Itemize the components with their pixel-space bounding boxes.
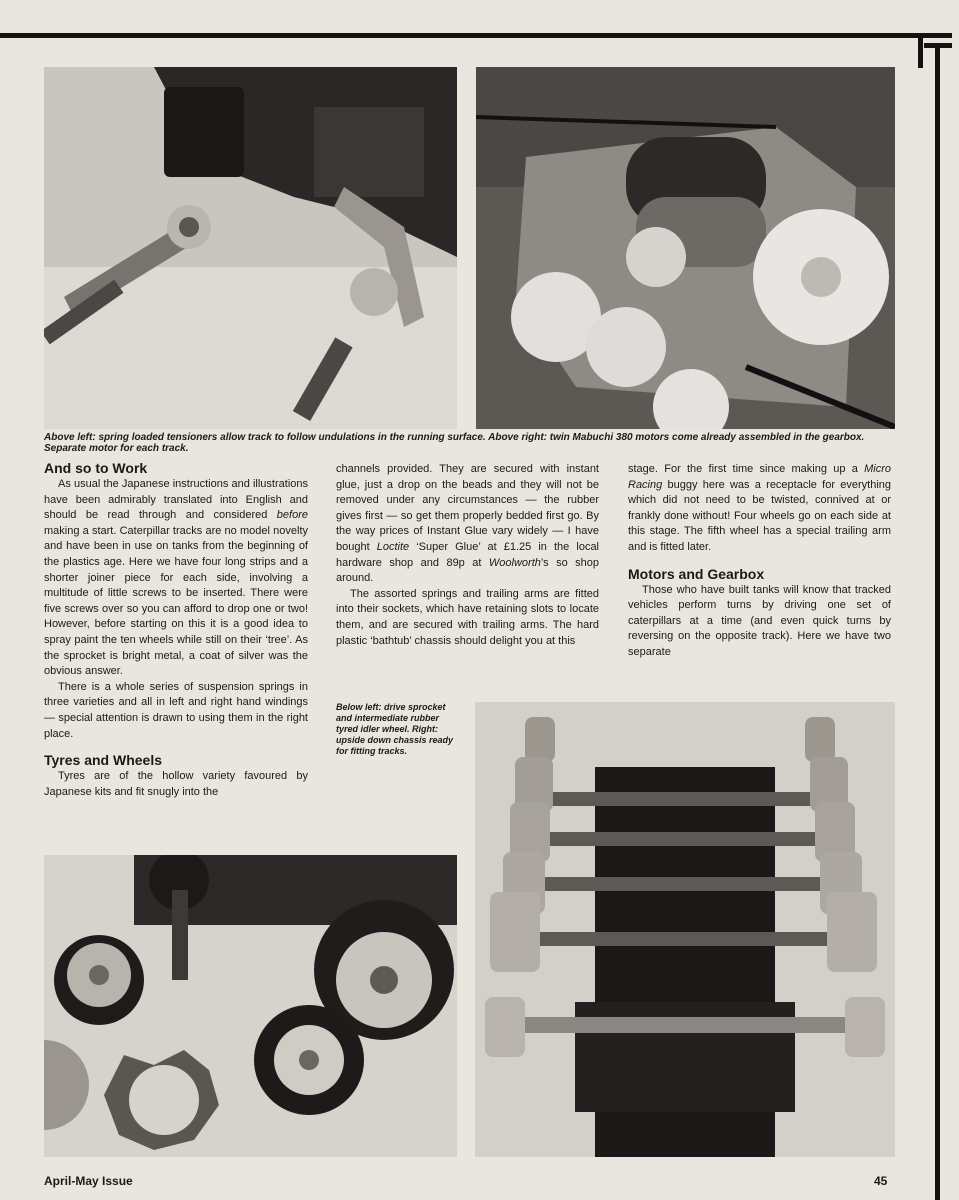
heading-tyres-and-wheels: Tyres and Wheels [44, 752, 163, 769]
paragraph-instructions: As usual the Japanese instructions and illustrations have been admirably translated into English and should be read through and considered before making a start. Caterpillar tracks are no model novelty and have been in use on tanks from the beginning of the plastics age. Here we have four long strips and a shorter joiner piece for each side, involving a multitude of little screws to be inserted. There were five screws over so you can afford to drop one or two! However, before starting on this it is a good idea to spray paint the ten wheels while still on their ‘tree’. As the sprocket is bright metal, a coat of silver was the obvious answer. [44, 478, 308, 678]
text-column-1 [44, 460, 308, 800]
heading-motors-and-gearbox: Motors and Gearbox [628, 565, 765, 582]
paragraph-suspension: There is a whole series of suspension springs in three varieties and all in left and right hand windings — special attention is drawn to using them in the right place. [44, 680, 308, 740]
paragraph-motors: Those who have built tanks will know that tracked vehicles perform turns by driving one set of caterpillars at a time (and even quick turns by reversing on the opposite track). Here we have two separate [628, 583, 891, 658]
magazine-logo-icon [908, 28, 952, 68]
text-column-2 [336, 462, 599, 649]
photo-spring-tensioners [44, 67, 457, 429]
paragraph-tyres: Tyres are of the hollow variety favoured by Japanese kits and fit snugly into the [44, 770, 308, 798]
photo-upside-down-chassis [475, 702, 895, 1157]
right-rule [935, 60, 940, 1200]
footer-issue: April-May Issue [44, 1174, 133, 1188]
paragraph-receptacle: stage. For the first time since making up a Micro Racing buggy here was a receptacle for everything which did not need to be twisted, connived at or frankly done without! Four wheels go on each side at this stage. The fifth wheel has a special trailing arm and is fitted later. [628, 463, 891, 553]
top-rule [0, 33, 912, 38]
caption-top-photos: Above left: spring loaded tensioners allow track to follow undulations in the running surface. Above right: twin Mabuchi 380 motors come already assembled in the gearbox. Separate motor for each track. [44, 432, 865, 454]
photo-gearbox-motors [476, 67, 895, 429]
footer-page-number: 45 [874, 1174, 888, 1188]
caption-lower-photos: Below left: drive sprocket and intermediate rubber tyred idler wheel. Right: upside down chassis ready for fitting tracks. [336, 702, 454, 756]
heading-and-so-to-work: And so to Work [44, 460, 148, 476]
paragraph-springs: The assorted springs and trailing arms are fitted into their sockets, which have retaining slots to locate them, and are secured with trailing arms. The hard plastic ‘bathtub’ chassis should delight you at this [336, 587, 599, 647]
text-column-3 [628, 462, 891, 661]
paragraph-glue: channels provided. They are secured with instant glue, just a drop on the beads and they will not be removed under any circumstances — the rubber gives first — so get them properly bedded first go. By the way prices of Instant Glue vary widely — I have bought Loctite ‘Super Glue’ at £1.25 in the local hardware shop and 89p at Woolworth’s so shop around. [336, 463, 600, 585]
photo-sprocket-idler-wheel [44, 855, 457, 1157]
